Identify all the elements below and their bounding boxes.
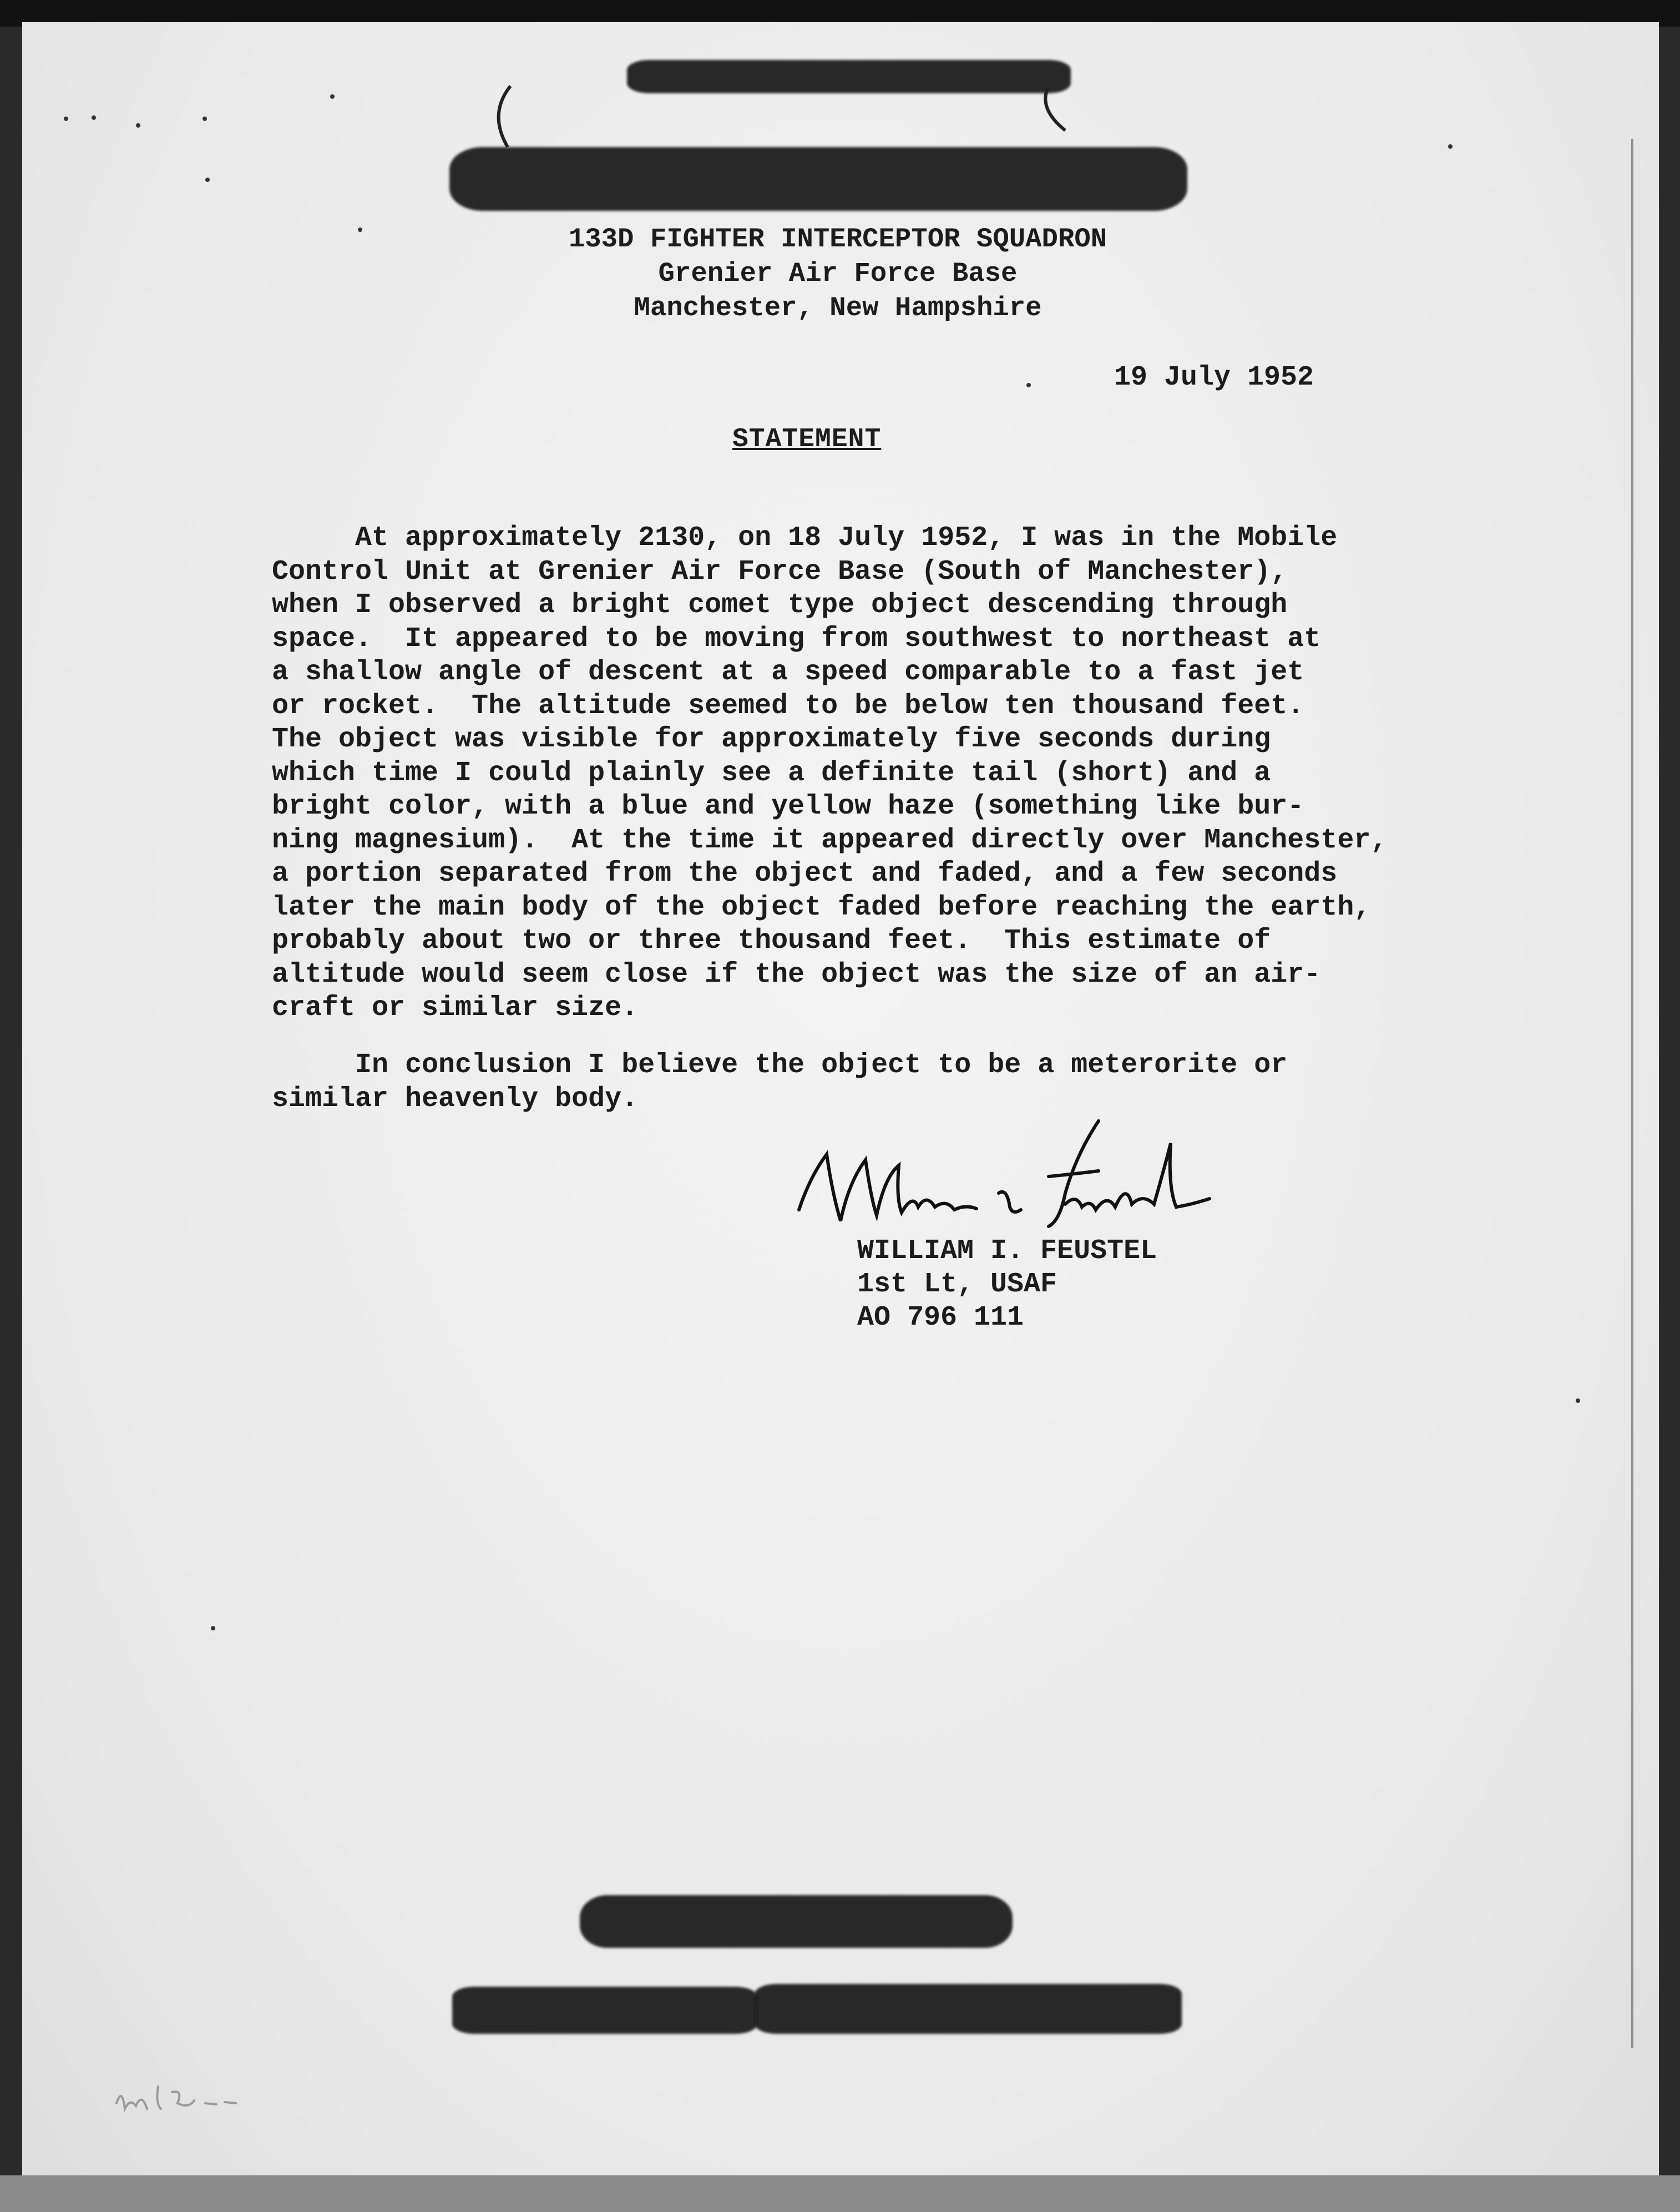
scan-speck bbox=[205, 178, 210, 182]
letterhead-location: Manchester, New Hampshire bbox=[634, 292, 1042, 324]
body-line: At approximately 2130, on 18 July 1952, I was in the Mobile bbox=[272, 522, 1338, 554]
document-date: 19 July 1952 bbox=[1114, 362, 1314, 393]
statement-body bbox=[272, 522, 1603, 1026]
signer-name: WILLIAM I. FEUSTEL bbox=[857, 1235, 1157, 1267]
signer-rank: 1st Lt, USAF bbox=[857, 1269, 1057, 1300]
body-line: a portion separated from the object and faded, and a few seconds bbox=[272, 858, 1338, 890]
body-line: bright color, with a blue and yellow haze (something like bur- bbox=[272, 791, 1304, 822]
scan-speck bbox=[1026, 383, 1031, 387]
scan-bottom-border bbox=[0, 2175, 1680, 2212]
scan-speck bbox=[136, 123, 140, 128]
conclusion-line: similar heavenly body. bbox=[272, 1083, 639, 1115]
body-line: probably about two or three thousand feet. This estimate of bbox=[272, 925, 1271, 957]
letterhead-unit: 133D FIGHTER INTERCEPTOR SQUADRON bbox=[568, 224, 1107, 255]
conclusion bbox=[272, 1049, 1603, 1116]
body-line: or rocket. The altitude seemed to be below ten thousand feet. bbox=[272, 690, 1304, 722]
document-page bbox=[22, 22, 1659, 2175]
scan-speck bbox=[211, 1626, 215, 1630]
body-line: which time I could plainly see a definite tail (short) and a bbox=[272, 757, 1271, 789]
scan-speck bbox=[92, 115, 96, 120]
redaction-mark-icon bbox=[1021, 80, 1087, 169]
redaction-bar bbox=[452, 1987, 757, 2034]
body-line: a shallow angle of descent at a speed comparable to a fast jet bbox=[272, 656, 1304, 688]
pencil-notation bbox=[105, 2064, 316, 2125]
body-line: ning magnesium). At the time it appeared directly over Manchester, bbox=[272, 824, 1388, 856]
signer-serial: AO 796 111 bbox=[857, 1302, 1024, 1334]
signature-block bbox=[857, 1235, 1157, 1335]
redaction-bar bbox=[580, 1895, 1013, 1948]
redaction-bar bbox=[755, 1984, 1182, 2034]
scan-speck bbox=[203, 117, 207, 121]
scan-speck bbox=[1448, 144, 1453, 149]
redaction-mark-icon bbox=[477, 80, 544, 169]
body-line: later the main body of the object faded before reaching the earth, bbox=[272, 891, 1371, 923]
margin-rule bbox=[1631, 139, 1633, 2048]
letterhead-base: Grenier Air Force Base bbox=[658, 258, 1018, 289]
body-line: Control Unit at Grenier Air Force Base (South of Manchester), bbox=[272, 555, 1288, 588]
body-line: space. It appeared to be moving from southwest to northeast at bbox=[272, 623, 1321, 655]
body-line: when I observed a bright comet type object descending through bbox=[272, 589, 1288, 621]
body-line: altitude would seem close if the object was the size of an air- bbox=[272, 958, 1321, 991]
handwritten-signature bbox=[788, 1110, 1221, 1254]
scan-speck bbox=[64, 117, 68, 121]
statement-heading: STATEMENT bbox=[732, 425, 882, 454]
scan-speck bbox=[330, 94, 335, 99]
scan-speck bbox=[358, 228, 362, 232]
redaction-bar bbox=[627, 60, 1071, 93]
body-line: The object was visible for approximately five seconds during bbox=[272, 724, 1271, 755]
letterhead bbox=[522, 222, 1154, 325]
scan-speck bbox=[1576, 1398, 1580, 1403]
body-line: craft or similar size. bbox=[272, 992, 639, 1024]
conclusion-line: In conclusion I believe the object to be a meterorite or bbox=[272, 1049, 1288, 1081]
